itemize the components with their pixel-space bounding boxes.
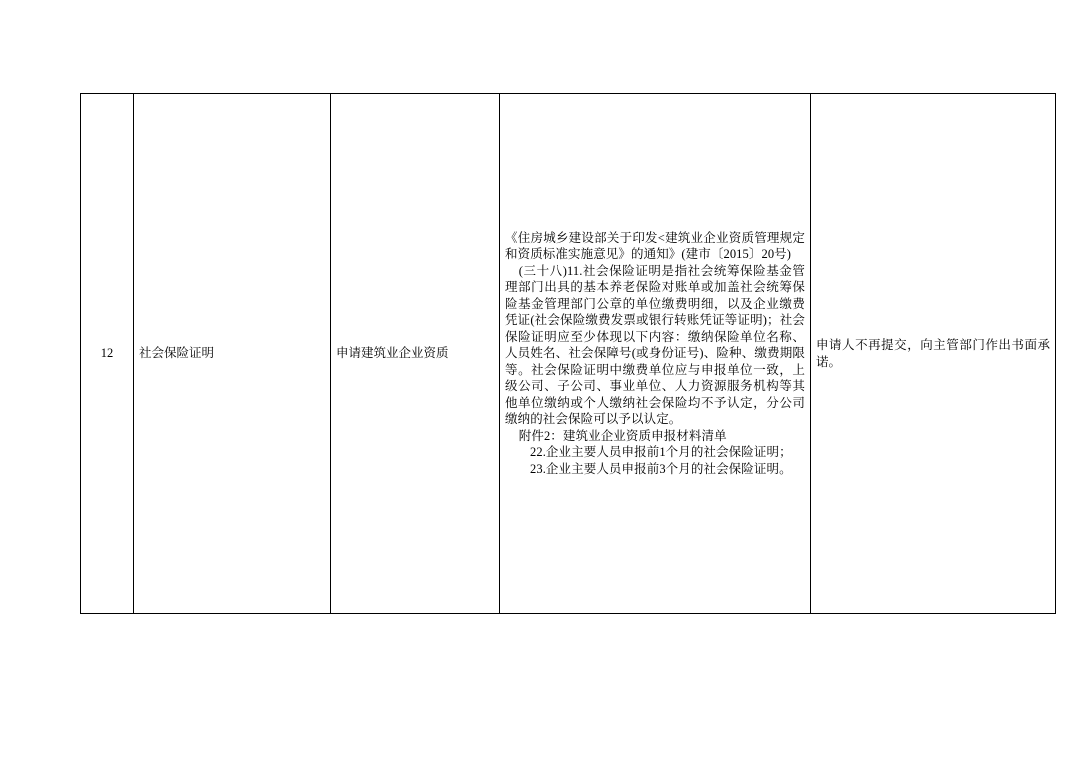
application-scene-cell: 申请建筑业企业资质 bbox=[331, 94, 500, 614]
material-name-cell: 社会保险证明 bbox=[134, 94, 331, 614]
table-body bbox=[81, 94, 1056, 614]
basis-paragraph-0: 《住房城乡建设部关于印发<建筑业企业资质管理规定和资质标准实施意见》的通知》(建市〔2015〕20号) bbox=[505, 230, 805, 262]
materials-table bbox=[80, 93, 1056, 614]
table-row bbox=[81, 94, 1056, 614]
basis-paragraph-3: 22.企业主要人员申报前1个月的社会保险证明； bbox=[530, 445, 792, 460]
basis-paragraph-1: (三十八)11.社会保险证明是指社会统筹保险基金管理部门出具的基本养老保险对账单或加盖社会统筹保险基金管理部门公章的单位缴费明细，以及企业缴费凭证(社会保险缴费发票或银行转账凭证等证明)；社会保险证明应至少体现以下内容：缴纳保险单位名称、人员姓名、社会保障号(或身份证号)、险种、缴费期限等。社会保险证明中缴费单位应与申报单位一致，上级公司、子公司、事业单位、人力资源服务机构等其他单位缴纳或个人缴纳社会保险均不予认定，分公司缴纳的社会保险可以予以认定。 bbox=[505, 263, 805, 427]
legal-basis-cell bbox=[500, 94, 811, 614]
row-index-cell: 12 bbox=[81, 94, 134, 614]
legal-basis-text bbox=[505, 230, 805, 478]
basis-paragraph-4: 23.企业主要人员申报前3个月的社会保险证明。 bbox=[530, 461, 792, 476]
remark-cell bbox=[811, 94, 1056, 614]
basis-paragraph-2: 附件2：建筑业企业资质申报材料清单 bbox=[518, 428, 727, 443]
remark-text: 申请人不再提交，向主管部门作出书面承诺。 bbox=[816, 337, 1050, 369]
